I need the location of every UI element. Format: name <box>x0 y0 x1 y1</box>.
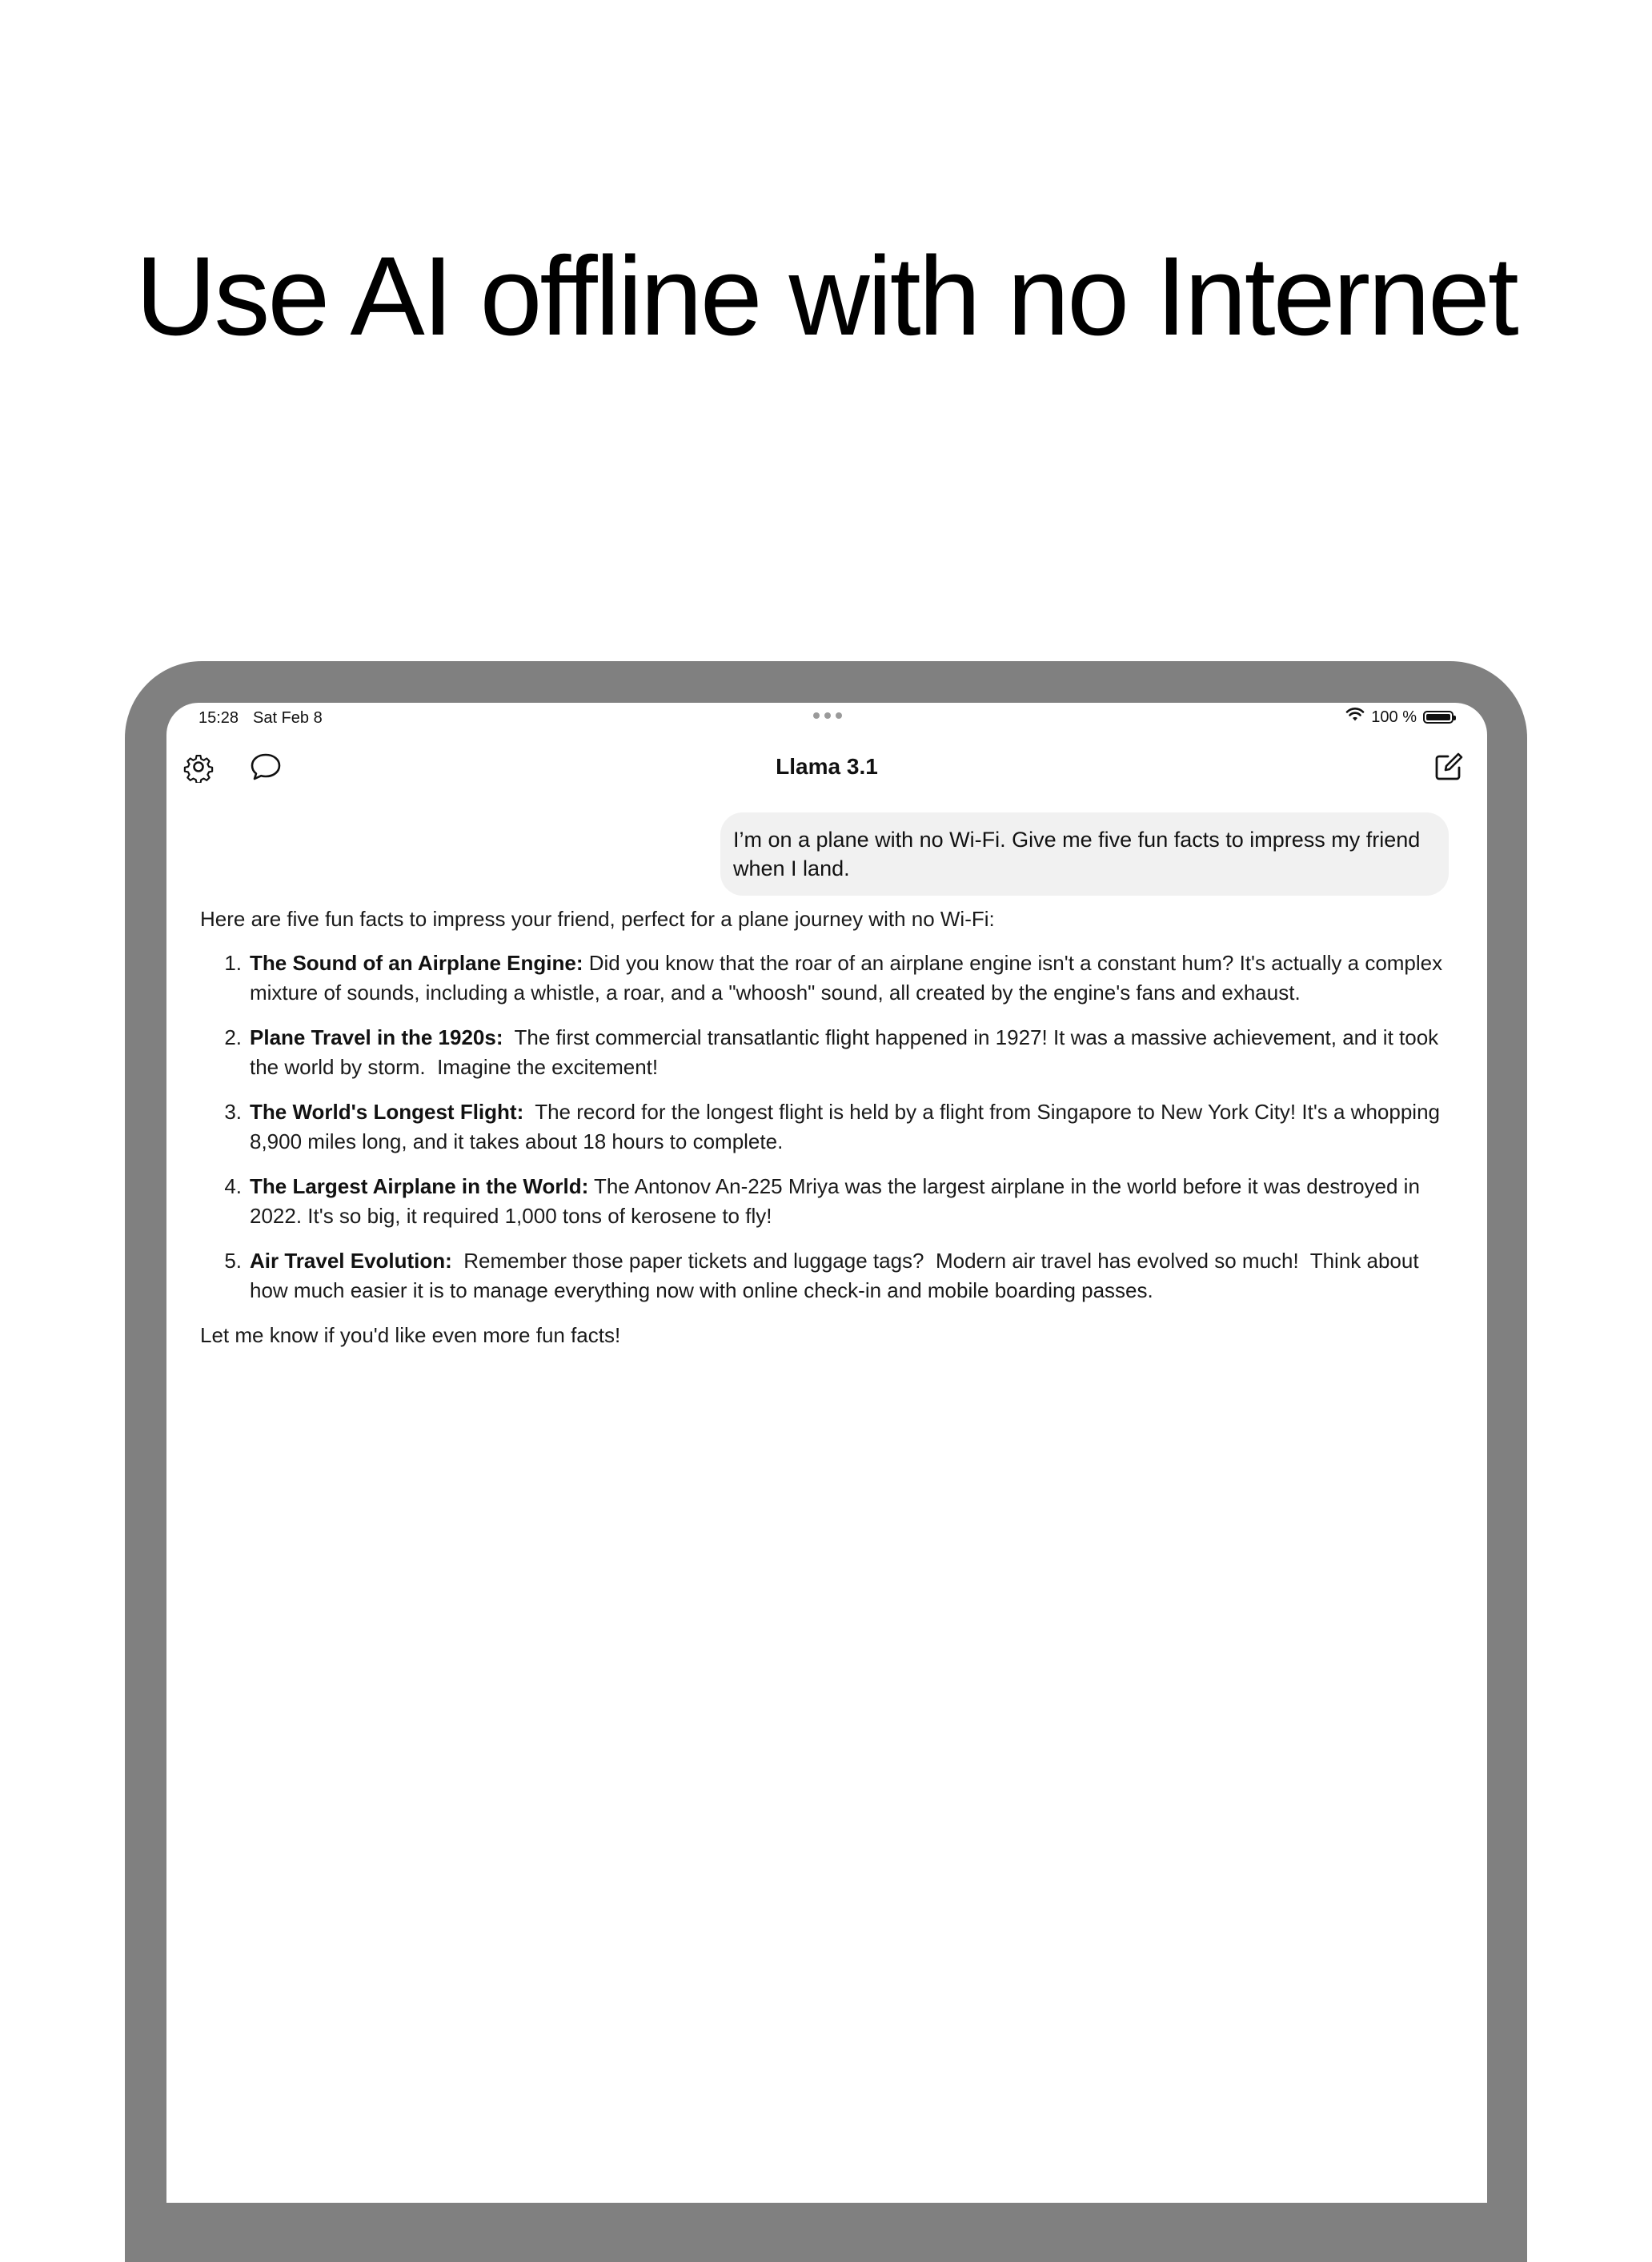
wifi-icon <box>1345 708 1365 727</box>
list-item-title: Plane Travel in the 1920s: <box>250 1025 503 1049</box>
user-message-bubble: I’m on a plane with no Wi-Fi. Give me five fun facts to impress my friend when I land. <box>720 812 1449 896</box>
list-item-number: 5. <box>224 1249 242 1273</box>
list-item-title: The Sound of an Airplane Engine: <box>250 951 583 975</box>
battery-icon <box>1423 711 1454 724</box>
status-time: 15:28 <box>198 709 239 727</box>
list-item-title: The Largest Airplane in the World: <box>250 1174 589 1198</box>
conversation-title: Llama 3.1 <box>776 754 878 779</box>
list-item <box>200 1246 1457 1305</box>
status-date: Sat Feb 8 <box>253 709 323 727</box>
list-item <box>200 1172 1457 1231</box>
status-indicators <box>1345 708 1454 727</box>
headline: Use AI offline with no Internet <box>135 233 1517 359</box>
list-item-title: The World's Longest Flight: <box>250 1100 524 1124</box>
fun-facts-list <box>200 949 1457 1305</box>
compose-icon <box>1433 751 1465 787</box>
multitasking-dots-icon[interactable] <box>813 712 842 719</box>
assistant-message <box>200 904 1457 1350</box>
list-item-text: Remember those paper tickets and luggage tags? Modern air travel has evolved so much! Think about how much easier it is to manage everything now with online check-in and mobile boarding passes. <box>250 1249 1425 1302</box>
assistant-outro: Let me know if you'd like even more fun facts! <box>200 1323 621 1347</box>
list-item-text: The record for the longest flight is held by a flight from Singapore to New York City! It's a whopping 8,900 miles long, and it takes about 18 hours to complete. <box>250 1100 1446 1153</box>
list-item-title: Air Travel Evolution: <box>250 1249 452 1273</box>
list-item-text: The Antonov An-225 Mriya was the largest airplane in the world before it was destroyed in 2022. It's so big, it required 1,000 tons of kerosene to fly! <box>250 1174 1426 1228</box>
assistant-intro: Here are five fun facts to impress your friend, perfect for a plane journey with no Wi-Fi: <box>200 907 995 931</box>
battery-fill <box>1426 714 1450 720</box>
list-item-number: 2. <box>224 1025 242 1049</box>
list-item-number: 4. <box>224 1174 242 1198</box>
list-item-number: 3. <box>224 1100 242 1124</box>
new-chat-button[interactable] <box>1429 749 1468 788</box>
list-item <box>200 949 1457 1008</box>
list-item <box>200 1097 1457 1157</box>
list-item-text: The first commercial transatlantic flight happened in 1927! It was a massive achievement, and it took the world by storm. Imagine the excitement! <box>250 1025 1445 1079</box>
app-screen <box>166 703 1487 2203</box>
list-item <box>200 1023 1457 1082</box>
list-item-text: Did you know that the roar of an airplane engine isn't a constant hum? It's actually a complex mixture of sounds, including a whistle, a roar, and a "whoosh" sound, all created by the engine's fans and exhaust. <box>250 951 1449 1005</box>
list-item-number: 1. <box>224 951 242 975</box>
battery-percentage: 100 % <box>1371 708 1417 726</box>
